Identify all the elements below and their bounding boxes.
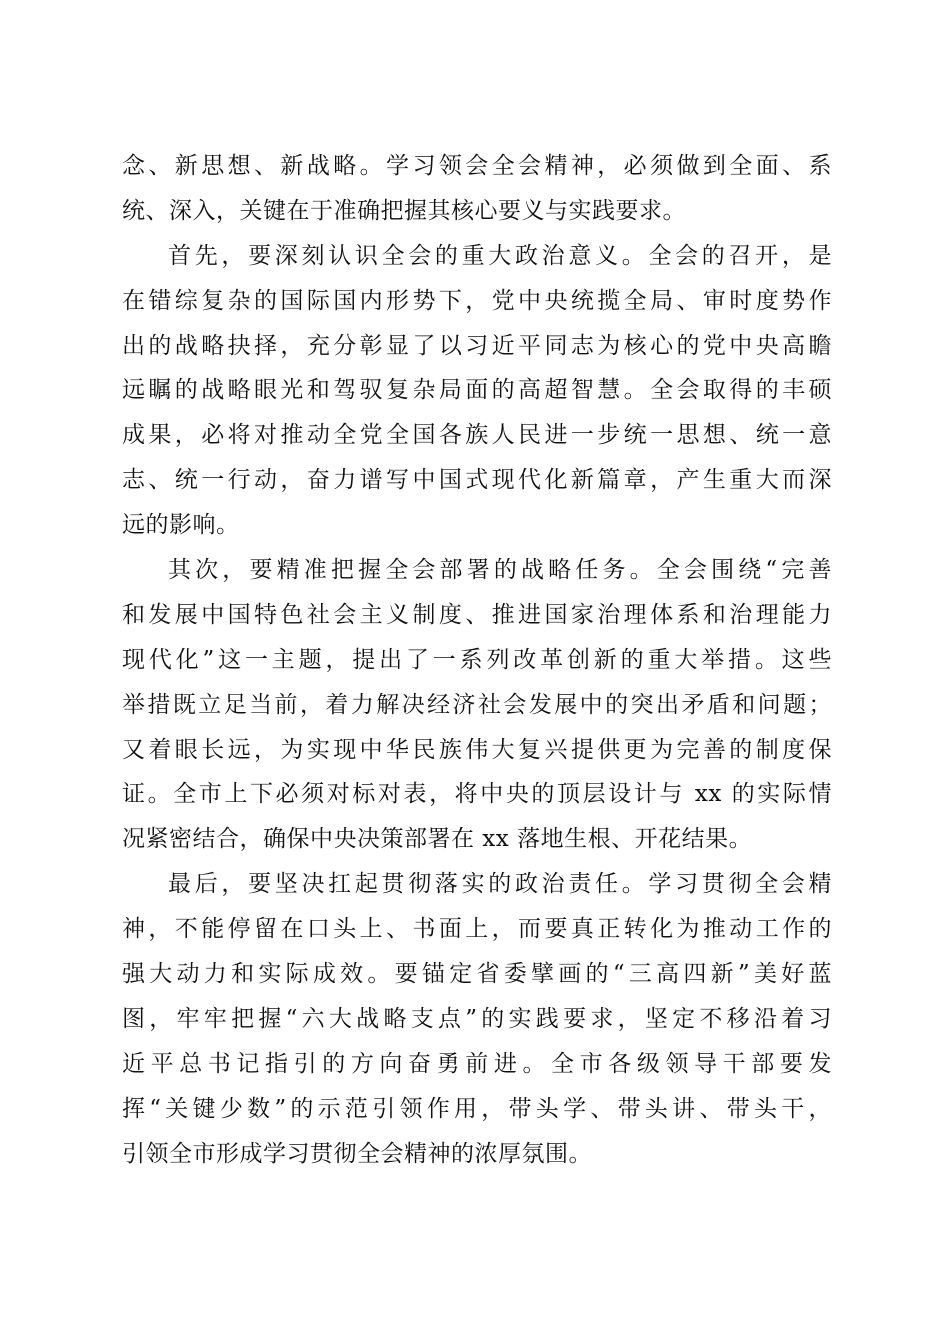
text-line: 最后，要坚决扛起贯彻落实的政治责任。学习贯彻全会精 [168, 871, 832, 898]
text-line: 和发展中国特色社会主义制度、推进国家治理体系和治理能力 [122, 601, 832, 628]
text-line: 神，不能停留在口头上、书面上，而要真正转化为推动工作的 [122, 916, 832, 943]
text-line: 远的影响。 [122, 512, 240, 539]
text-line: 举措既立足当前，着力解决经济社会发展中的突出矛盾和问题； [122, 691, 832, 718]
body-text [122, 144, 832, 1176]
text-line: 证。全市上下必须对标对表，将中央的顶层设计与 xx 的实际情 [122, 781, 832, 808]
text-line: 又着眼长远，为实现中华民族伟大复兴提供更为完善的制度保 [122, 736, 832, 763]
text-line: 统、深入，关键在于准确把握其核心要义与实践要求。 [122, 197, 686, 224]
text-line: 况紧密结合，确保中央决策部署在 xx 落地生根、开花结果。 [122, 826, 753, 853]
text-line: 近平总书记指引的方向奋勇前进。全市各级领导干部要发 [122, 1050, 832, 1077]
text-line: 出的战略抉择，充分彰显了以习近平同志为核心的党中央高瞻 [122, 332, 832, 359]
text-line: 强大动力和实际成效。要锚定省委擘画的“三高四新”美好蓝 [122, 961, 832, 988]
text-line: 志、统一行动，奋力谱写中国式现代化新篇章，产生重大而深 [122, 467, 832, 494]
text-line: 念、新思想、新战略。学习领会全会精神，必须做到全面、系 [122, 153, 832, 179]
text-line: 引领全市形成学习贯彻全会精神的浓厚氛围。 [122, 1140, 592, 1167]
text-line: 首先，要深刻认识全会的重大政治意义。全会的召开，是 [168, 242, 832, 269]
text-line: 挥“关键少数”的示范引领作用，带头学、带头讲、带头干， [122, 1095, 832, 1122]
text-line: 图，牢牢把握“六大战略支点”的实践要求，坚定不移沿着习 [122, 1005, 832, 1032]
text-line: 在错综复杂的国际国内形势下，党中央统揽全局、审时度势作 [122, 287, 832, 314]
text-line: 远瞩的战略眼光和驾驭复杂局面的高超智慧。全会取得的丰硕 [122, 377, 832, 404]
text-line: 成果，必将对推动全党全国各族人民进一步统一思想、统一意 [122, 422, 832, 449]
text-line: 其次，要精准把握全会部署的战略任务。全会围绕“完善 [168, 557, 832, 584]
text-line: 现代化”这一主题，提出了一系列改革创新的重大举措。这些 [122, 646, 832, 673]
